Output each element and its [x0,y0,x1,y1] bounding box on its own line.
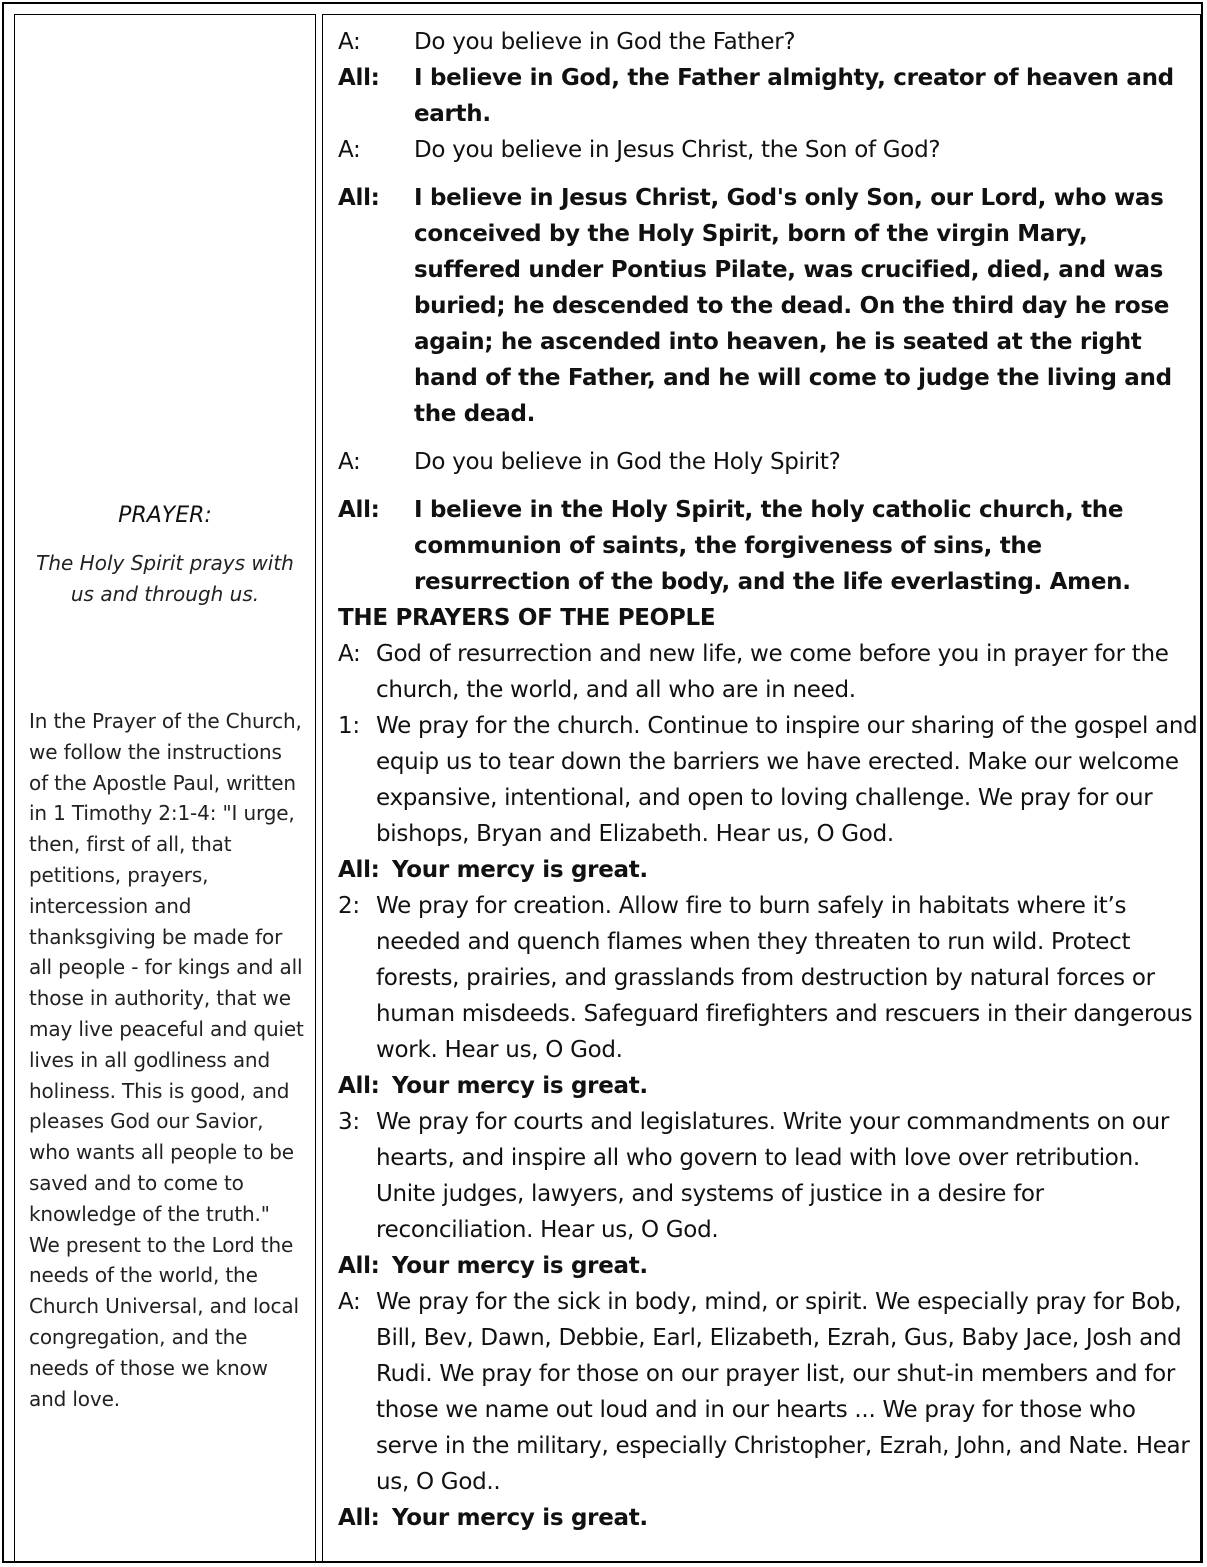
petition-text: We pray for the sick in body, mind, or spirit. We especially pray for Bob, Bill, Bev, Dawn, Debbie, Earl, Elizabeth, Ezrah, Gus, Baby Jace, Josh and Rudi. We pray for those on our prayer list, our shut-in members and for those we name out loud and in our hearts ... We pray for those who serve in the military, especially Christopher, Ezrah, John, and Nate. Hear us, O God.. [376,1289,1190,1495]
sidebar-panel [14,14,316,1562]
creed-response [338,492,1198,600]
speaker-label: 1: [338,713,360,739]
petition-text: We pray for creation. Allow fire to burn safely in habitats where it’s needed and quench flames when they threaten to run wild. Protect forests, prairies, and grasslands from destruction by natural forces or human misdeeds. Safeguard firefighters and rescuers in their dangerous work. Hear us, O God. [376,893,1193,1063]
creed-text: Do you believe in Jesus Christ, the Son of God? [414,137,941,163]
creed-response [338,180,1198,432]
speaker-label: A: [338,641,361,667]
response-text: Your mercy is great. [392,857,648,883]
speaker-label: All: [338,1505,380,1531]
response-text: Your mercy is great. [392,1253,648,1279]
speaker-label: All: [338,1253,380,1279]
prayer-petition [338,636,1198,708]
creed-text: I believe in God, the Father almighty, creator of heaven and earth. [414,65,1174,127]
sidebar-heading: PRAYER: [118,503,212,528]
creed-line [338,132,1198,168]
speaker-label: 3: [338,1109,360,1135]
creed-text: I believe in the Holy Spirit, the holy catholic church, the communion of saints, the forgiveness of sins, the resurrection of the body, and the life everlasting. Amen. [414,497,1131,595]
speaker-label: A: [338,1289,361,1315]
response-text: Your mercy is great. [392,1505,648,1531]
creed-text: Do you believe in God the Father? [414,29,796,55]
creed-response [338,60,1198,132]
prayer-response [338,1500,1198,1536]
sidebar-subheading: The Holy Spirit prays with us and through us. [36,551,294,606]
prayer-petition [338,708,1198,852]
page-frame [2,2,1203,1563]
main-panel [322,14,1201,1562]
speaker-label: All: [338,185,380,211]
prayer-petition [338,1284,1198,1500]
speaker-label: A: [338,137,361,163]
response-text: Your mercy is great. [392,1073,648,1099]
prayer-response [338,1068,1198,1104]
speaker-label: A: [338,449,361,475]
speaker-label: All: [338,1073,380,1099]
section-title: THE PRAYERS OF THE PEOPLE [338,605,716,631]
creed-text: I believe in Jesus Christ, God's only Son, our Lord, who was conceived by the Holy Spirit, born of the virgin Mary, suffered under Pontius Pilate, was crucified, died, and was buried; he descended to the dead. On the third day he rose again; he ascended into heaven, he is seated at the right hand of the Father, and he will come to judge the living and the dead. [414,185,1172,427]
speaker-label: 2: [338,893,360,919]
speaker-label: All: [338,65,380,91]
liturgy-content [338,24,1198,1536]
prayer-petition [338,888,1198,1068]
prayer-response [338,1248,1198,1284]
creed-line [338,444,1198,480]
creed-line [338,24,1198,60]
prayer-petition [338,1104,1198,1248]
sidebar-body: In the Prayer of the Church, we follow the instructions of the Apostle Paul, written in 1 Timothy 2:1-4: "I urge, then, first of all, that petitions, prayers, intercession and thanksgiving be made for all people - for kings and all those in authority, that we may live peaceful and quiet lives in all godliness and holiness. This is good, and pleases God our Savior, who wants all people to be saved and to come to knowledge of the truth." We present to the Lord the needs of the world, the Church Universal, and local congregation, and the needs of those we know and love. [29,709,304,1411]
speaker-label: All: [338,497,380,523]
creed-text: Do you believe in God the Holy Spirit? [414,449,841,475]
petition-text: We pray for courts and legislatures. Write your commandments on our hearts, and inspire all who govern to lead with love over retribution. Unite judges, lawyers, and systems of justice in a desire for reconciliation. Hear us, O God. [376,1109,1170,1243]
speaker-label: All: [338,857,380,883]
speaker-label: A: [338,29,361,55]
prayer-response [338,852,1198,888]
petition-text: God of resurrection and new life, we come before you in prayer for the church, the world, and all who are in need. [376,641,1169,703]
petition-text: We pray for the church. Continue to inspire our sharing of the gospel and equip us to tear down the barriers we have erected. Make our welcome expansive, intentional, and open to loving challenge. We pray for our bishops, Bryan and Elizabeth. Hear us, O God. [376,713,1198,847]
